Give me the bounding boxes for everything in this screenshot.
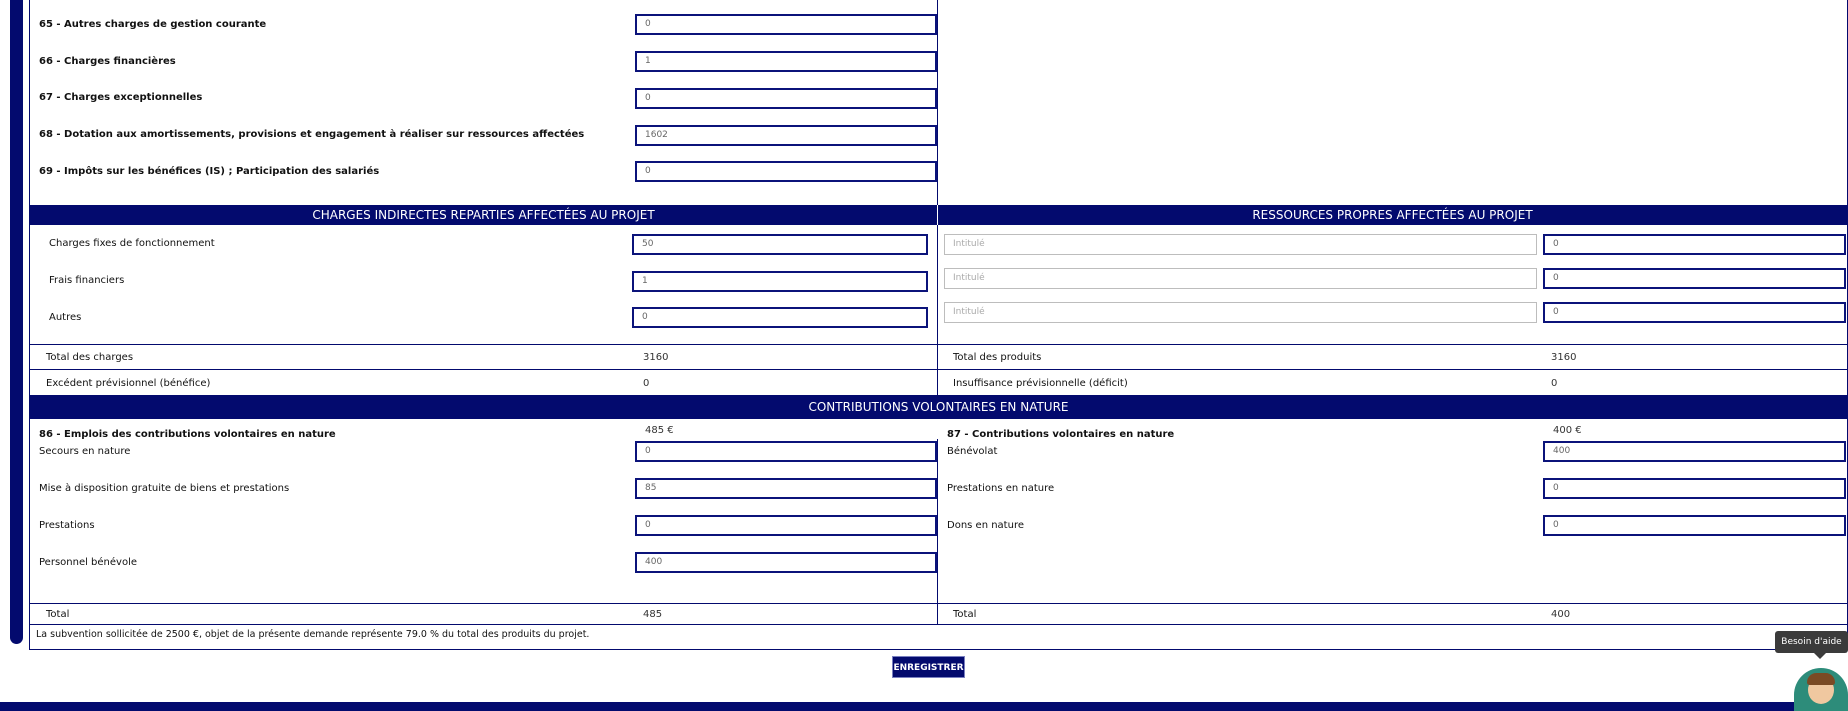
insuffisance-value: 0 [1551, 378, 1558, 389]
form-left-border [29, 0, 30, 650]
contrib-left-label: Mise à disposition gratuite de biens et prestations [39, 483, 290, 494]
total-charges-label: Total des charges [46, 352, 134, 363]
charge-66-label: 66 - Charges financières [39, 56, 176, 67]
contrib-86-title: 86 - Emplois des contributions volontaires en nature [39, 429, 336, 440]
contrib-87-title: 87 - Contributions volontaires en nature [947, 429, 1175, 440]
excedent-value: 0 [643, 378, 650, 389]
charge-69-label: 69 - Impôts sur les bénéfices (IS) ; Participation des salariés [39, 166, 380, 177]
support-agent-avatar-icon[interactable] [1794, 668, 1848, 711]
contrib-right-total-label: Total [953, 609, 977, 620]
resource-title-input[interactable]: Intitulé [944, 268, 1537, 289]
contrib-right-input[interactable]: 400 [1543, 441, 1846, 462]
indirect-item-label: Autres [49, 312, 82, 323]
form-center-divider-3 [937, 439, 938, 624]
totals-top-line [29, 344, 1848, 345]
indirect-item-input[interactable]: 1 [632, 271, 928, 292]
charge-69-input[interactable]: 0 [635, 161, 937, 182]
excedent-label: Excédent prévisionnel (bénéfice) [46, 378, 211, 389]
contrib-right-label: Dons en nature [947, 520, 1024, 531]
indirect-charges-header: CHARGES INDIRECTES REPARTIES AFFECTÉES AU PROJET [30, 205, 937, 225]
insuffisance-label: Insuffisance prévisionnelle (déficit) [953, 378, 1128, 389]
subsidy-note: La subvention sollicitée de 2500 €, objet de la présente demande représente 79.0 % du total des produits du projet. [36, 629, 590, 640]
resource-value-input[interactable]: 0 [1543, 268, 1846, 289]
caret-down-icon [1814, 653, 1826, 659]
contrib-right-label: Bénévolat [947, 446, 998, 457]
own-resources-header: RESSOURCES PROPRES AFFECTÉES AU PROJET [938, 205, 1847, 225]
save-button[interactable]: ENREGISTRER [892, 656, 965, 678]
avatar-hair [1807, 673, 1835, 685]
contrib-left-input[interactable]: 0 [635, 515, 937, 536]
contrib-87-amount: 400 € [1553, 425, 1582, 436]
resource-value-input[interactable]: 0 [1543, 234, 1846, 255]
total-produits-value: 3160 [1551, 352, 1577, 363]
footer-band [0, 702, 1848, 711]
contrib-left-input[interactable]: 85 [635, 478, 937, 499]
contrib-right-input[interactable]: 0 [1543, 478, 1846, 499]
contrib-right-label: Prestations en nature [947, 483, 1055, 494]
resource-value-input[interactable]: 0 [1543, 302, 1846, 323]
charge-66-input[interactable]: 1 [635, 51, 937, 72]
charge-65-input[interactable]: 0 [635, 14, 937, 35]
contrib-left-total-value: 485 [643, 609, 663, 620]
help-tooltip: Besoin d'aide [1775, 631, 1848, 653]
contrib-total-bottom-line [29, 624, 1848, 625]
total-charges-value: 3160 [643, 352, 669, 363]
contrib-left-label: Prestations [39, 520, 95, 531]
contrib-left-input[interactable]: 0 [635, 441, 937, 462]
charge-68-input[interactable]: 1602 [635, 125, 937, 146]
form-center-divider-2 [937, 225, 938, 419]
indirect-item-label: Frais financiers [49, 275, 125, 286]
contrib-left-label: Personnel bénévole [39, 557, 138, 568]
totals-mid-line [29, 369, 1848, 370]
contrib-total-top-line [29, 603, 1848, 604]
resource-title-input[interactable]: Intitulé [944, 302, 1537, 323]
contrib-right-input[interactable]: 0 [1543, 515, 1846, 536]
contrib-86-amount: 485 € [645, 425, 674, 436]
form-center-divider [937, 0, 938, 205]
form-bottom-line [29, 649, 1848, 650]
contrib-left-input[interactable]: 400 [635, 552, 937, 573]
indirect-item-label: Charges fixes de fonctionnement [49, 238, 215, 249]
charge-67-label: 67 - Charges exceptionnelles [39, 92, 203, 103]
charge-65-label: 65 - Autres charges de gestion courante [39, 19, 267, 30]
indirect-item-input[interactable]: 50 [632, 234, 928, 255]
resource-title-input[interactable]: Intitulé [944, 234, 1537, 255]
indirect-item-input[interactable]: 0 [632, 307, 928, 328]
total-produits-label: Total des produits [953, 352, 1042, 363]
contrib-left-total-label: Total [46, 609, 70, 620]
left-scroll-bar[interactable] [10, 0, 23, 644]
contrib-right-total-value: 400 [1551, 609, 1571, 620]
contributions-header: CONTRIBUTIONS VOLONTAIRES EN NATURE [30, 396, 1847, 419]
contrib-left-label: Secours en nature [39, 446, 131, 457]
charge-68-label: 68 - Dotation aux amortissements, provisions et engagement à réaliser sur ressources affectées [39, 129, 585, 140]
charge-67-input[interactable]: 0 [635, 88, 937, 109]
